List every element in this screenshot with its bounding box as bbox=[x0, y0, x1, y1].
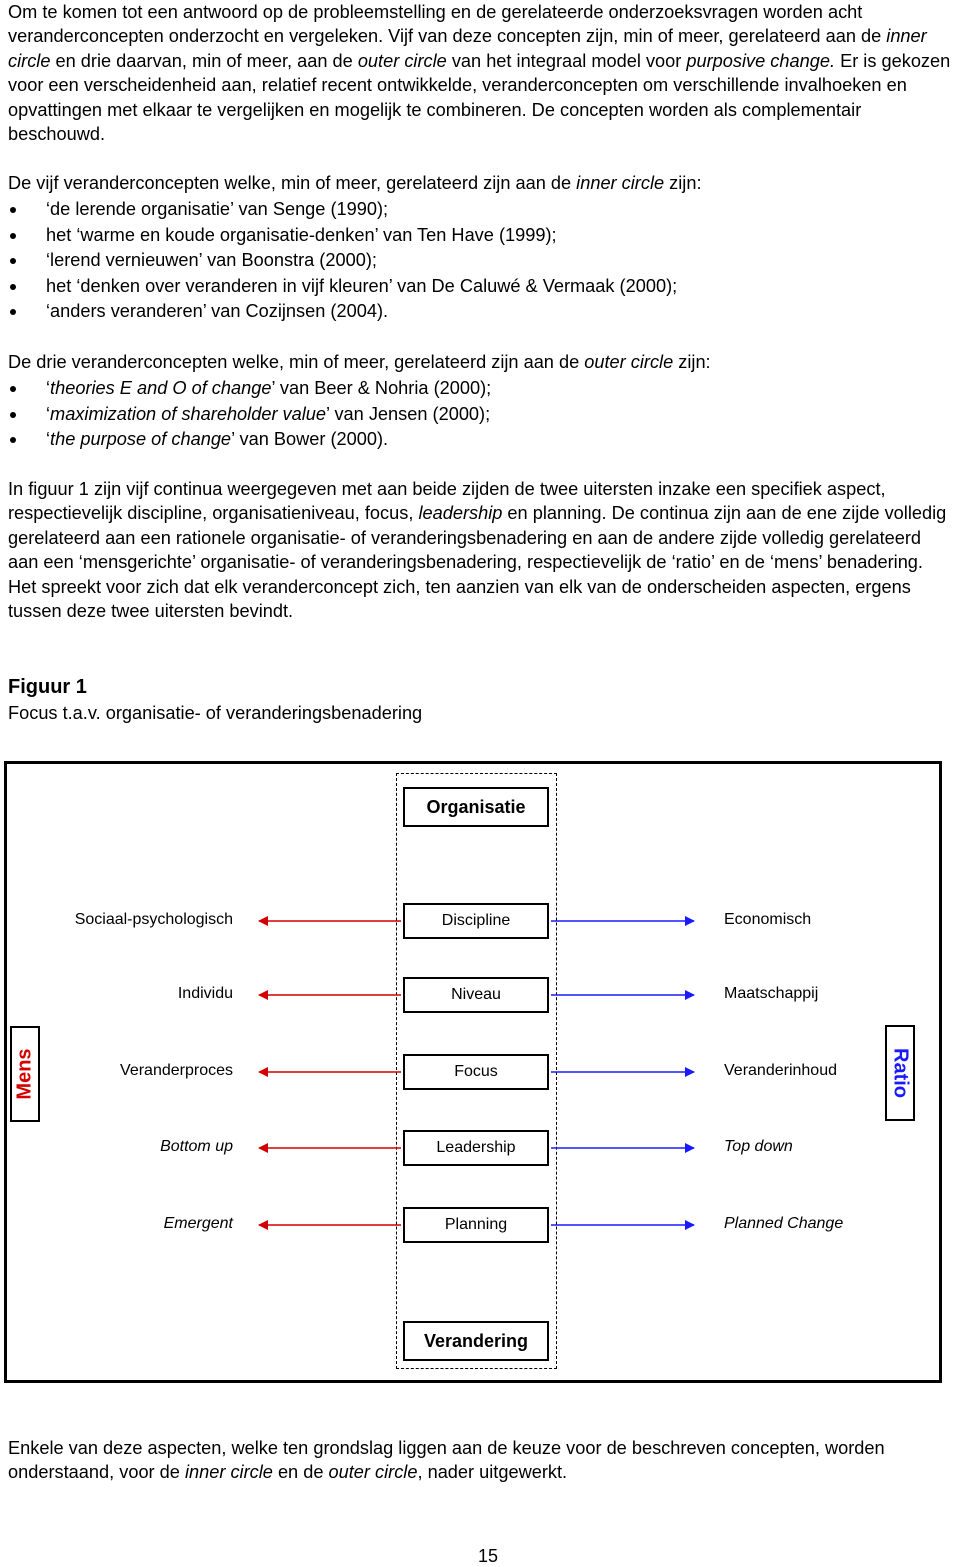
term-outer-circle: outer circle bbox=[357, 50, 447, 71]
verandering-box: Verandering bbox=[403, 1321, 549, 1361]
mens-pole-label: Individu bbox=[177, 985, 233, 1002]
concept-title: theories E and O of change bbox=[50, 378, 272, 398]
ratio-pole-label: Economisch bbox=[724, 911, 812, 928]
aspect-box: Niveau bbox=[403, 977, 549, 1013]
list-item-text: het ‘warme en koude organisatie-denken’ van Ten Have (1999); bbox=[46, 224, 557, 245]
closing-paragraph bbox=[8, 1436, 956, 1485]
list-item-text: ‘de lerende organisatie’ van Senge (1990); bbox=[46, 199, 389, 219]
organisatie-box: Organisatie bbox=[403, 787, 549, 827]
list-item-text: het ‘denken over veranderen in vijf kleuren’ van De Caluwé & Vermaak (2000); bbox=[46, 275, 678, 296]
mens-label: Mens bbox=[13, 1048, 36, 1100]
text: en planning. De continua zijn aan de ene zijde volledig gerelateerd aan een rationele organisatie- of veranderingsbenadering en aan de andere zijde volledig gerelateerd aan een ‘mensgerichte’ organisatie- of veranderingsbenadering, respectievelijk de ‘ratio’ en de ‘mens’ benadering. Het spreekt voor zich dat elk veranderconcept zich, ten aanzien van elk van de onderscheiden aspecten, ergens tussen deze twee uitersten bevindt. bbox=[8, 503, 947, 622]
text: Om te komen tot een antwoord op de probleemstelling en de gerelateerde onderzoeksvragen worden acht veranderconcepten onderzocht en vergeleken. Vijf van deze concepten zijn, min of meer, gerelateerd aan de bbox=[8, 2, 887, 47]
aspect-box: Discipline bbox=[403, 903, 549, 939]
quote-mark: ‘ bbox=[46, 378, 51, 398]
page-number: 15 bbox=[478, 1546, 499, 1566]
list-item-text: ’ van Bower (2000). bbox=[231, 429, 389, 449]
figure-title: Figuur 1 bbox=[8, 676, 87, 698]
list-item-text: ‘lerend vernieuwen’ van Boonstra (2000); bbox=[46, 250, 377, 270]
list-item-text: ’ van Jensen (2000); bbox=[326, 403, 491, 424]
quote-mark: ‘ bbox=[46, 429, 51, 449]
text: De drie veranderconcepten welke, min of meer, gerelateerd zijn aan de bbox=[8, 352, 585, 372]
term-inner-circle: inner circle bbox=[184, 1462, 273, 1483]
concept-title: the purpose of change bbox=[50, 429, 232, 449]
mens-pole-label: Emergent bbox=[163, 1215, 233, 1232]
mens-pole-label: Bottom up bbox=[160, 1138, 233, 1155]
text: zijn: bbox=[664, 173, 702, 193]
mens-side-box bbox=[10, 1026, 40, 1122]
term-outer-circle: outer circle bbox=[328, 1462, 418, 1483]
concept-title: maximization of shareholder value bbox=[50, 403, 327, 424]
mens-pole-label: Sociaal-psychologisch bbox=[74, 911, 233, 928]
text: van het integraal model voor bbox=[446, 50, 687, 71]
ratio-label: Ratio bbox=[889, 1048, 912, 1098]
term-inner-circle: inner circle bbox=[576, 173, 665, 193]
list-item-text: ‘anders veranderen’ van Cozijnsen (2004). bbox=[46, 301, 389, 321]
term-outer-circle: outer circle bbox=[584, 352, 674, 372]
ratio-pole-label: Veranderinhoud bbox=[724, 1062, 837, 1079]
term-purposive-change: purposive change. bbox=[686, 50, 836, 71]
ratio-pole-label: Top down bbox=[724, 1138, 793, 1155]
text: , nader uitgewerkt. bbox=[417, 1462, 568, 1483]
text: en drie daarvan, min of meer, aan de bbox=[50, 50, 358, 71]
list-item-text: ’ van Beer & Nohria (2000); bbox=[271, 378, 492, 398]
figure-subtitle: Focus t.a.v. organisatie- of veranderingsbenadering bbox=[8, 703, 423, 723]
text: De vijf veranderconcepten welke, min of meer, gerelateerd zijn aan de bbox=[8, 173, 577, 193]
aspect-box: Planning bbox=[403, 1207, 549, 1243]
term-inner-circle: inner circle bbox=[8, 26, 927, 71]
ratio-side-box bbox=[885, 1025, 915, 1121]
text: Enkele van deze aspecten, welke ten grondslag liggen aan de keuze voor de beschreven concepten, worden onderstaand, voor de bbox=[8, 1438, 885, 1483]
ratio-pole-label: Maatschappij bbox=[724, 985, 819, 1002]
aspect-box: Leadership bbox=[403, 1130, 549, 1166]
text: zijn: bbox=[673, 352, 711, 372]
quote-mark: ‘ bbox=[46, 403, 51, 424]
ratio-pole-label: Planned Change bbox=[724, 1215, 844, 1232]
text: In figuur 1 zijn vijf continua weergegeven met aan beide zijden de twee uitersten inzake een specifiek aspect, respectievelijk discipline, organisatieniveau, focus, bbox=[8, 479, 886, 524]
term-leadership: leadership bbox=[418, 503, 503, 524]
aspect-box: Focus bbox=[403, 1054, 549, 1090]
text: en de bbox=[272, 1462, 329, 1483]
text: Er is gekozen voor een verscheidenheid aan, relatief recent ontwikkelde, veranderconcepten om verschillende invalhoeken en opvattingen met elkaar te vergelijken en mogelijk te combineren. De concepten worden als complementair beschouwd. bbox=[8, 50, 951, 145]
mens-pole-label: Veranderproces bbox=[120, 1062, 233, 1079]
